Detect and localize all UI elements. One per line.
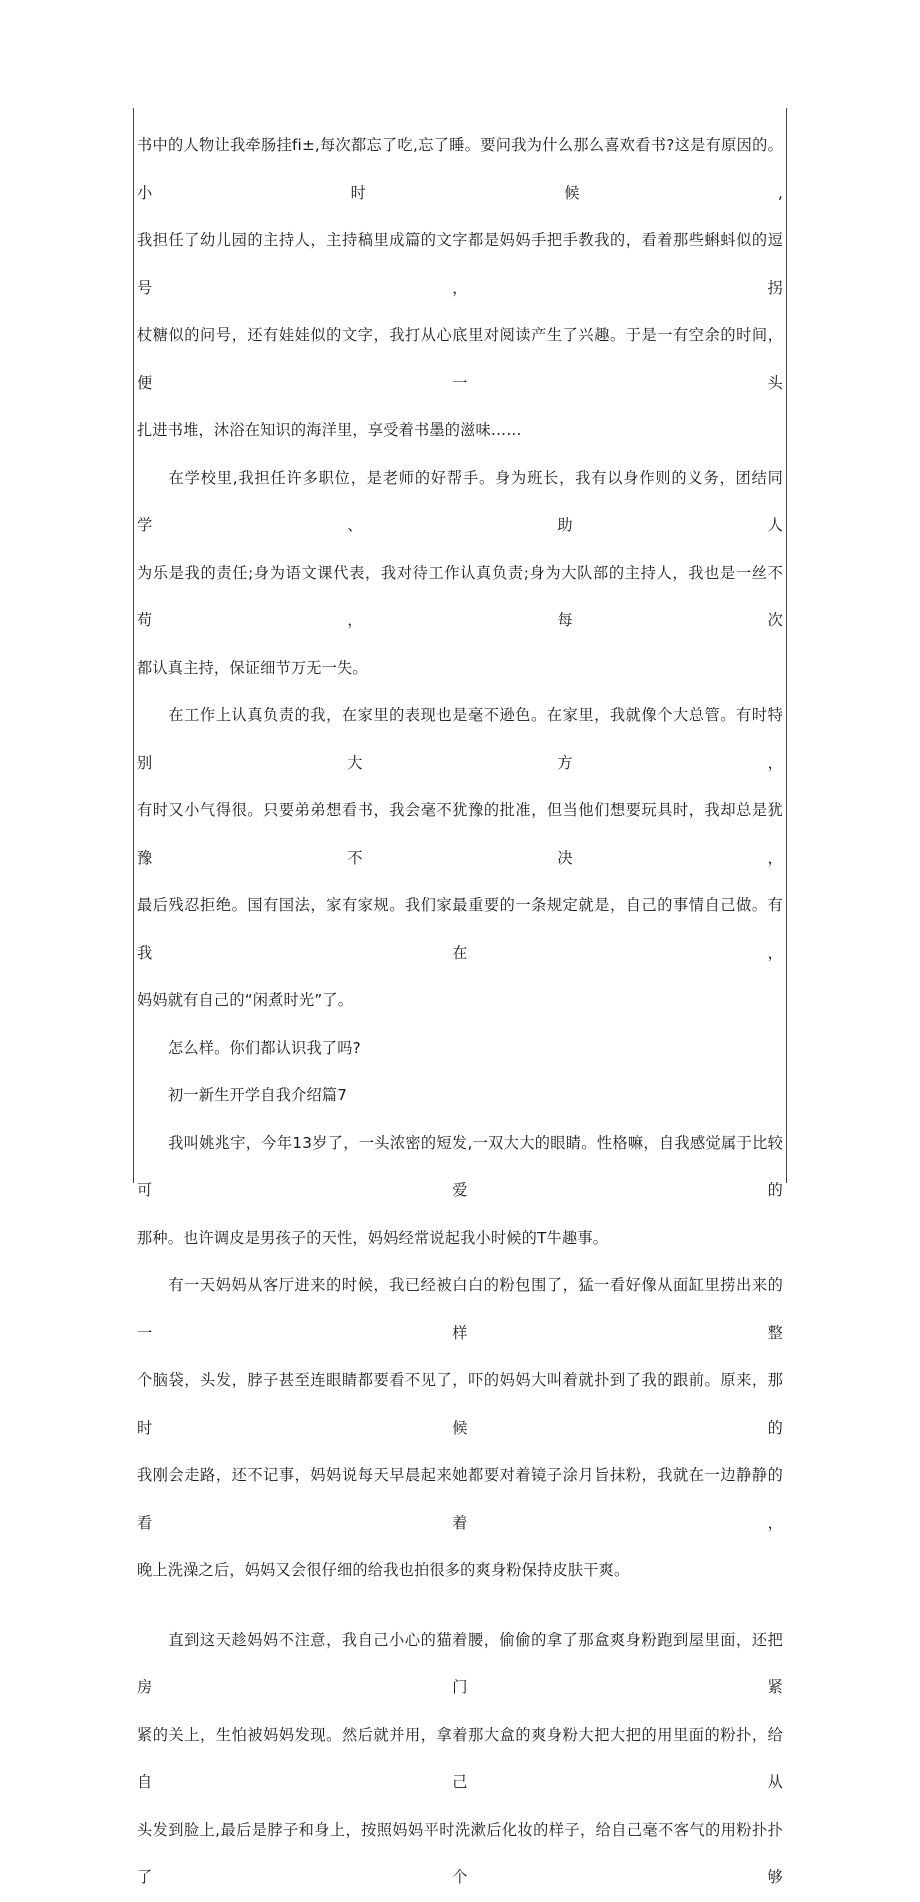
line-text: 怎么样。你们都认识我了吗? (168, 1038, 361, 1057)
text-line (137, 692, 783, 787)
text-line (137, 550, 783, 645)
text-line (137, 1617, 783, 1712)
line-text: 扎进书堆，沐浴在知识的海洋里，享受着书墨的滋味…… (137, 421, 522, 439)
text-line (137, 1215, 783, 1263)
paragraph (137, 1262, 783, 1595)
line-text: 书中的人物让我牵肠挂fi±,每次都忘了吃,忘了睡。要问我为什么那么喜欢看书?这是有原因的。小时候, (137, 136, 783, 202)
paragraph (137, 1617, 783, 1902)
text-line (137, 1120, 783, 1215)
line-text: 妈妈就有自己的“闲煮时光”了。 (137, 991, 354, 1009)
paragraph (137, 455, 783, 693)
line-text: 都认真主持，保证细节万无一失。 (137, 658, 368, 677)
text-line (137, 407, 783, 455)
line-text: 为乐是我的责任;身为语文课代表，我对待工作认真负责;身为大队部的主持人，我也是一丝不苟，每次 (137, 563, 783, 629)
document-body (137, 122, 783, 1902)
line-text: 我刚会走路，还不记事，妈妈说每天早晨起来她都要对着镜子涂月旨抹粉，我就在一边静静的看着， (137, 1466, 783, 1532)
text-line (137, 1357, 783, 1452)
text-line (137, 1072, 783, 1120)
text-line (137, 787, 783, 882)
line-text: 我叫姚兆宇，今年13岁了，一头浓密的短发,一双大大的眼睛。性格嘛，自我感觉属于比较可爱的 (137, 1133, 783, 1199)
paragraph (137, 122, 783, 455)
line-text: 个脑袋，头发，脖子甚至连眼睛都要看不见了，吓的妈妈大叫着就扑到了我的跟前。原来，那时候的 (137, 1371, 783, 1437)
line-text: 头发到脸上,最后是脖子和身上，按照妈妈平时洗漱后化妆的样子，给自己毫不客气的用粉扑扑了个够 (137, 1820, 783, 1886)
line-text: 直到这天趁妈妈不注意，我自己小心的猫着腰，偷偷的拿了那盒爽身粉跑到屋里面，还把房门紧 (137, 1630, 783, 1696)
line-text: 最后残忍拒绝。国有国法，家有家规。我们家最重要的一条规定就是，自己的事情自己做。有我在， (137, 896, 783, 962)
line-text: 那种。也许调皮是男孩子的天性，妈妈经常说起我小时候的T牛趣事。 (137, 1228, 609, 1247)
text-line (137, 977, 783, 1025)
line-text: 在工作上认真负责的我，在家里的表现也是毫不逊色。在家里，我就像个大总管。有时特别大方， (137, 706, 783, 772)
text-line (137, 122, 783, 217)
line-text: 有一天妈妈从客厅进来的时候，我已经被白白的粉包围了，猛一看好像从面缸里捞出来的一样整 (137, 1276, 783, 1342)
text-line (137, 1262, 783, 1357)
text-line (137, 217, 783, 312)
text-line (137, 312, 783, 407)
text-line (137, 1025, 783, 1073)
text-line (137, 1807, 783, 1902)
paragraph (137, 1120, 783, 1263)
line-text: 在学校里,我担任许多职位，是老师的好帮手。身为班长，我有以身作则的义务，团结同学、助人 (137, 468, 783, 534)
right-margin-rule (786, 108, 787, 1183)
text-line (137, 455, 783, 550)
paragraph (137, 1025, 783, 1073)
line-text: 杖糖似的问号，还有娃娃似的文字，我打从心底里对阅读产生了兴趣。于是一有空余的时间，便一头 (137, 326, 783, 392)
text-line (137, 1452, 783, 1547)
line-text: 紧的关上，生怕被妈妈发现。然后就并用，拿着那大盒的爽身粉大把大把的用里面的粉扑，给自己从 (137, 1725, 783, 1791)
line-text: 晚上洗澡之后，妈妈又会很仔细的给我也拍很多的爽身粉保持皮肤干爽。 (137, 1561, 630, 1579)
left-margin-rule (133, 108, 134, 1183)
paragraph (137, 692, 783, 1025)
text-line (137, 882, 783, 977)
text-line (137, 1547, 783, 1595)
paragraph (137, 1072, 783, 1120)
line-text: 我担任了幼儿园的主持人，主持稿里成篇的文字都是妈妈手把手教我的，看着那些蝌蚪似的逗号，拐 (137, 231, 783, 297)
line-text: 初一新生开学自我介绍篇7 (168, 1086, 348, 1104)
line-text: 有时又小气得很。只要弟弟想看书，我会毫不犹豫的批准，但当他们想要玩具时，我却总是犹豫不决， (137, 801, 783, 867)
text-line (137, 645, 783, 693)
text-line (137, 1712, 783, 1807)
